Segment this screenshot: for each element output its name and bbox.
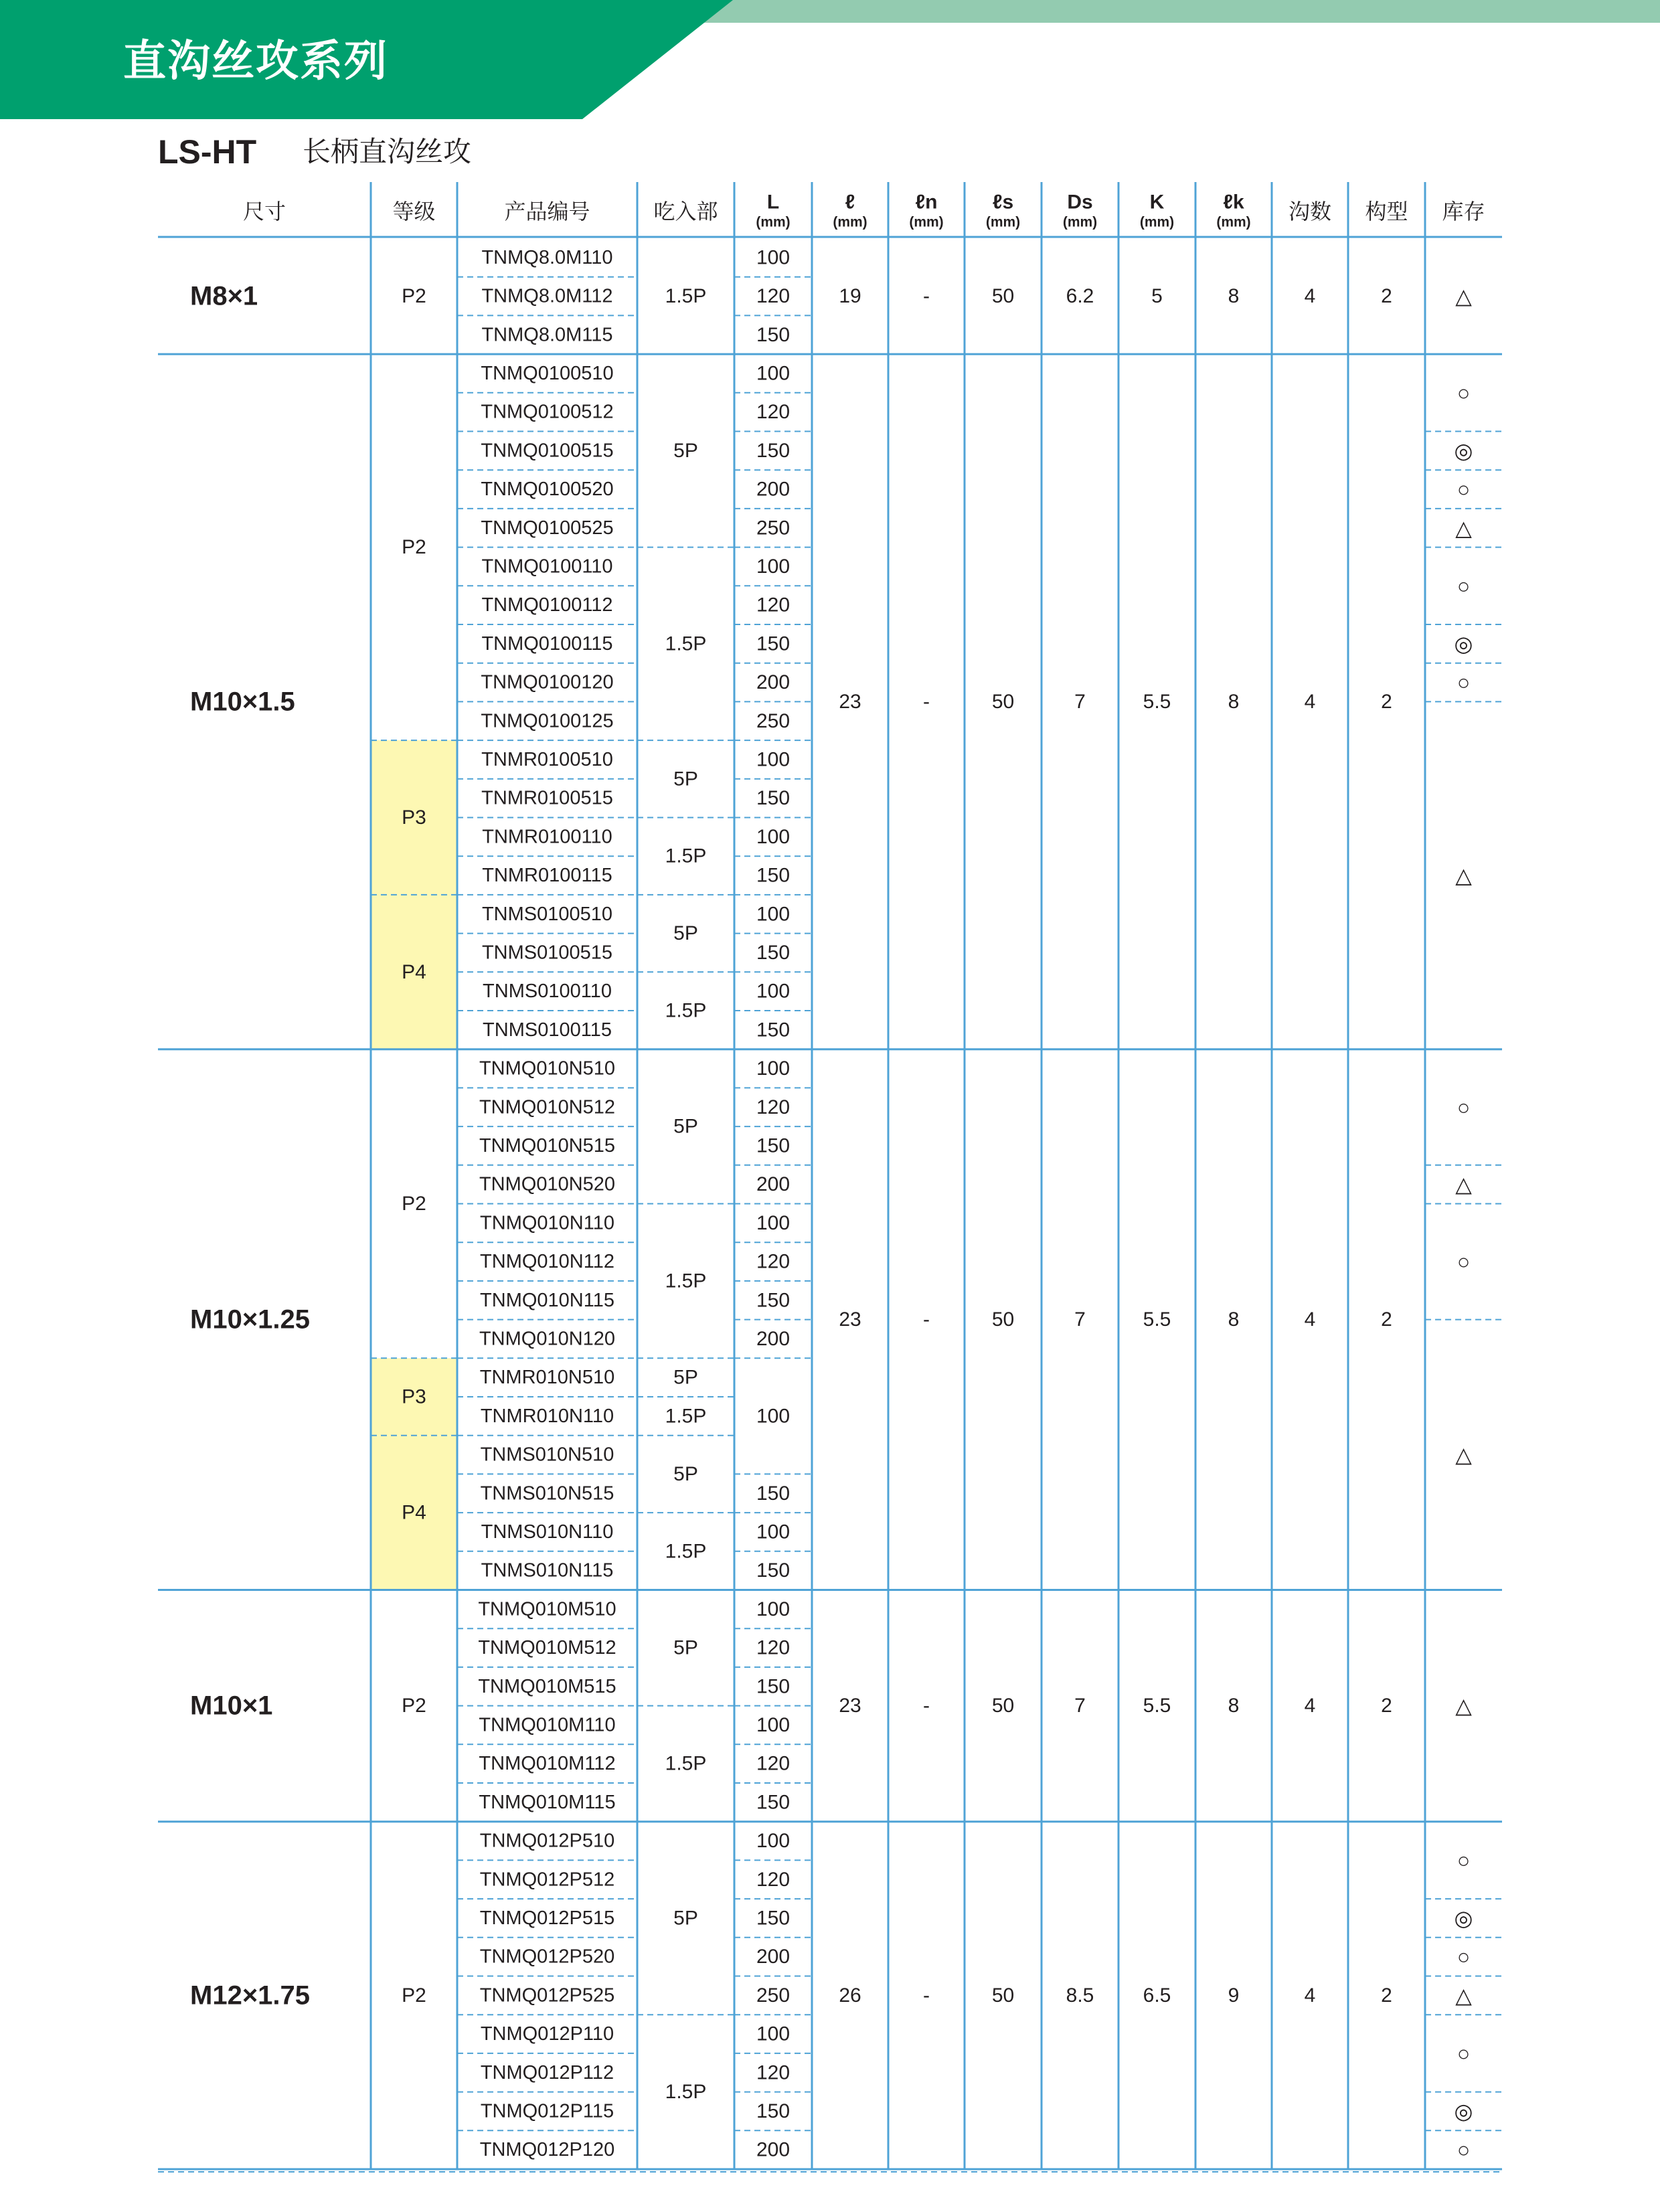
product-code: TNMQ012P510	[479, 1830, 615, 1852]
stock-symbol: ○	[1457, 1095, 1471, 1120]
column-header-ls: ℓs	[992, 191, 1014, 214]
column-header-lk: ℓk	[1223, 191, 1244, 214]
product-code: TNMS0100110	[483, 981, 612, 1003]
product-code: TNMS0100115	[483, 1019, 612, 1041]
grade-label: P4	[402, 960, 426, 983]
grade-label: P3	[402, 1385, 426, 1408]
length-value: 250	[756, 517, 791, 539]
stock-symbol: △	[1455, 1983, 1472, 2008]
chamfer-label: 5P	[673, 768, 698, 790]
length-value: 150	[756, 864, 791, 887]
product-code: TNMQ010N512	[479, 1096, 616, 1118]
product-code: TNMQ012P112	[480, 2061, 614, 2083]
product-code: TNMR0100110	[482, 826, 612, 848]
length-value: 100	[756, 362, 791, 385]
chamfer-label: 1.5P	[665, 1270, 707, 1292]
column-header-code: 产品编号	[504, 199, 590, 224]
length-value: 150	[756, 787, 791, 810]
column-header-stock: 库存	[1442, 199, 1485, 224]
length-value: 100	[756, 980, 791, 1003]
column-header-type: 构型	[1365, 199, 1408, 224]
product-code: TNMQ0100525	[481, 517, 614, 539]
column-header-grade: 等级	[392, 199, 436, 224]
grade-label: P2	[402, 536, 426, 559]
stock-symbol: △	[1455, 1442, 1472, 1467]
stock-symbol: ○	[1457, 477, 1471, 502]
stock-symbol: ◎	[1454, 631, 1473, 656]
column-unit-L: (mm)	[756, 214, 791, 230]
dimension-lk: 8	[1228, 285, 1240, 308]
length-value: 120	[756, 1096, 791, 1118]
length-value: 150	[756, 2100, 791, 2122]
product-code: TNMQ0100520	[481, 479, 614, 501]
length-value: 120	[756, 2061, 791, 2084]
chamfer-label: 1.5P	[665, 1405, 707, 1428]
product-code: TNMQ010M512	[478, 1637, 616, 1659]
dimension-type: 2	[1381, 1695, 1392, 1717]
length-value: 150	[756, 1559, 791, 1582]
series-code: LS-HT	[158, 133, 257, 171]
dimension-flutes: 4	[1304, 1695, 1316, 1717]
dimension-lk: 8	[1228, 1308, 1240, 1331]
product-code: TNMQ0100510	[481, 362, 614, 384]
chamfer-label: 5P	[673, 439, 698, 462]
length-value: 100	[756, 1830, 791, 1853]
column-unit-K: (mm)	[1139, 214, 1175, 230]
dimension-flutes: 4	[1304, 1984, 1316, 2007]
chamfer-label: 5P	[673, 922, 698, 945]
column-header-l: ℓ	[845, 191, 855, 214]
stock-symbol: ○	[1457, 670, 1471, 695]
chamfer-label: 5P	[673, 1462, 698, 1485]
length-value: 200	[756, 671, 791, 694]
product-code: TNMQ0100112	[481, 594, 613, 616]
dimension-ln: -	[923, 1695, 930, 1717]
product-code: TNMQ0100512	[481, 401, 614, 423]
length-value: 100	[756, 1211, 791, 1234]
product-code: TNMR0100510	[481, 748, 613, 770]
column-header-L: L	[766, 191, 780, 214]
length-value: 150	[756, 1482, 791, 1505]
product-code: TNMQ012P525	[479, 1984, 615, 2007]
column-unit-lk: (mm)	[1216, 214, 1251, 230]
product-code: TNMS010N515	[480, 1482, 614, 1505]
product-code: TNMQ010N520	[479, 1173, 616, 1195]
stock-symbol: ○	[1457, 1250, 1471, 1274]
chamfer-label: 1.5P	[665, 632, 707, 655]
column-header-K: K	[1149, 191, 1165, 214]
length-value: 100	[756, 555, 791, 578]
product-code: TNMQ8.0M115	[481, 324, 613, 346]
stock-symbol: ○	[1457, 574, 1471, 598]
page-title: 直沟丝攻系列	[123, 37, 388, 86]
dimension-ln: -	[923, 1308, 930, 1331]
length-value: 150	[756, 1134, 791, 1157]
product-code: TNMQ010N115	[480, 1289, 614, 1311]
grade-label: P4	[402, 1501, 426, 1524]
product-code: TNMS0100515	[481, 942, 613, 964]
length-value: 200	[756, 1173, 791, 1196]
length-value: 120	[756, 1868, 791, 1891]
product-code: TNMQ010M112	[479, 1753, 616, 1775]
dimension-ls: 50	[991, 1308, 1015, 1331]
size-label: M10×1.5	[190, 687, 295, 717]
stock-symbol: ○	[1457, 2041, 1471, 2065]
length-value: 150	[756, 323, 791, 346]
grade-label: P2	[402, 285, 426, 308]
length-value: 100	[756, 2023, 791, 2045]
product-code: TNMQ010N110	[480, 1212, 614, 1234]
dimension-ls: 50	[991, 1695, 1015, 1717]
product-code: TNMQ010N510	[479, 1057, 616, 1080]
column-header-ln: ℓn	[915, 191, 938, 214]
dimension-l: 26	[839, 1984, 861, 2007]
length-value: 120	[756, 594, 791, 616]
length-value: 250	[756, 709, 791, 732]
stock-symbol: ○	[1457, 1848, 1471, 1873]
dimension-K: 5.5	[1143, 1695, 1171, 1717]
column-unit-ln: (mm)	[909, 214, 944, 230]
dimension-lk: 9	[1228, 1984, 1240, 2007]
length-value: 120	[756, 285, 791, 308]
product-code: TNMQ0100125	[481, 710, 614, 732]
product-code: TNMQ0100515	[481, 440, 614, 462]
length-value: 200	[756, 2138, 791, 2161]
size-label: M10×1.25	[190, 1304, 311, 1335]
length-value: 100	[756, 1713, 791, 1736]
product-code: TNMR0100115	[482, 865, 612, 887]
grade-label: P3	[402, 806, 426, 829]
dimension-Ds: 7	[1074, 690, 1086, 713]
length-value: 150	[756, 1907, 791, 1930]
dimension-ln: -	[923, 1984, 930, 2007]
stock-symbol: △	[1455, 515, 1472, 540]
grade-label: P2	[402, 1193, 426, 1215]
dimension-lk: 8	[1228, 690, 1240, 713]
product-code: TNMQ012P520	[479, 1946, 615, 1968]
length-value: 250	[756, 1984, 791, 2007]
length-value: 100	[756, 1405, 791, 1428]
chamfer-label: 5P	[673, 1636, 698, 1659]
product-code: TNMQ012P115	[480, 2100, 614, 2122]
grade-label: P2	[402, 1695, 426, 1717]
length-value: 120	[756, 1752, 791, 1775]
dimension-flutes: 4	[1304, 1308, 1316, 1331]
chamfer-label: 5P	[673, 1907, 698, 1930]
product-code: TNMR010N510	[479, 1367, 615, 1389]
column-header-flutes: 沟数	[1288, 199, 1332, 224]
size-label: M12×1.75	[190, 1980, 311, 2011]
stock-symbol: ○	[1457, 380, 1471, 405]
stock-symbol: △	[1455, 863, 1472, 888]
product-code: TNMQ8.0M110	[481, 246, 613, 268]
dimension-Ds: 6.2	[1066, 285, 1094, 308]
dimension-lk: 8	[1228, 1695, 1240, 1717]
length-value: 150	[756, 439, 791, 462]
dimension-ls: 50	[991, 690, 1015, 713]
dimension-ln: -	[923, 285, 930, 308]
column-header-chamfer: 吃入部	[653, 199, 718, 224]
length-value: 100	[756, 748, 791, 771]
dimension-K: 5.5	[1143, 690, 1171, 713]
chamfer-label: 1.5P	[665, 1540, 707, 1563]
product-code: TNMQ012P110	[480, 2023, 614, 2045]
dimension-l: 23	[839, 1695, 861, 1717]
dimension-flutes: 4	[1304, 285, 1316, 308]
length-value: 100	[756, 246, 791, 269]
series-name: 长柄直沟丝攻	[303, 135, 472, 168]
length-value: 100	[756, 1057, 791, 1080]
length-value: 200	[756, 478, 791, 501]
chamfer-label: 1.5P	[665, 285, 707, 308]
dimension-ls: 50	[991, 1984, 1015, 2007]
length-value: 100	[756, 1598, 791, 1620]
product-code: TNMQ010M510	[478, 1598, 616, 1620]
length-value: 120	[756, 1636, 791, 1659]
chamfer-label: 1.5P	[665, 845, 707, 867]
chamfer-label: 1.5P	[665, 1752, 707, 1775]
product-code: TNMS010N115	[481, 1559, 614, 1582]
dimension-type: 2	[1381, 285, 1392, 308]
product-code: TNMQ010N112	[480, 1251, 614, 1273]
product-code: TNMQ0100115	[481, 632, 613, 655]
stock-symbol: ○	[1457, 1944, 1471, 1969]
length-value: 100	[756, 903, 791, 926]
dimension-l: 19	[839, 285, 861, 308]
length-value: 150	[756, 1675, 791, 1698]
product-code: TNMQ012P512	[479, 1869, 615, 1891]
product-code: TNMQ8.0M112	[481, 285, 613, 307]
product-code: TNMQ012P120	[479, 2139, 615, 2161]
stock-symbol: ◎	[1454, 1905, 1473, 1930]
chamfer-label: 5P	[673, 1115, 698, 1138]
column-unit-l: (mm)	[833, 214, 867, 230]
length-value: 100	[756, 825, 791, 848]
dimension-type: 2	[1381, 690, 1392, 713]
column-header-size: 尺寸	[242, 199, 286, 224]
product-code: TNMQ010M115	[479, 1791, 616, 1813]
stock-symbol: △	[1455, 284, 1472, 309]
dimension-Ds: 7	[1074, 1695, 1086, 1717]
column-unit-Ds: (mm)	[1062, 214, 1098, 230]
dimension-flutes: 4	[1304, 690, 1316, 713]
length-value: 150	[756, 1019, 791, 1041]
length-value: 200	[756, 1327, 791, 1350]
product-code: TNMQ010N120	[479, 1328, 616, 1350]
dimension-K: 5	[1151, 285, 1163, 308]
product-code: TNMQ010N515	[479, 1134, 616, 1157]
product-code: TNMS010N110	[481, 1521, 614, 1543]
length-value: 120	[756, 1250, 791, 1273]
dimension-l: 23	[839, 690, 861, 713]
dimension-type: 2	[1381, 1308, 1392, 1331]
length-value: 100	[756, 1521, 791, 1543]
product-code: TNMR010N110	[480, 1405, 614, 1427]
length-value: 150	[756, 632, 791, 655]
dimension-Ds: 8.5	[1066, 1984, 1094, 2007]
grade-label: P2	[402, 1984, 426, 2007]
stock-symbol: ◎	[1454, 438, 1473, 463]
product-code: TNMQ012P515	[479, 1907, 615, 1929]
dimension-K: 5.5	[1143, 1308, 1171, 1331]
product-code: TNMQ010M515	[478, 1675, 616, 1697]
product-code: TNMQ0100120	[481, 671, 614, 693]
chamfer-label: 1.5P	[665, 999, 707, 1022]
column-unit-ls: (mm)	[985, 214, 1021, 230]
size-label: M10×1	[190, 1691, 273, 1721]
stock-symbol: △	[1455, 1693, 1472, 1718]
length-value: 150	[756, 1791, 791, 1814]
stock-symbol: ◎	[1454, 2099, 1473, 2124]
product-code: TNMR0100515	[481, 787, 613, 809]
product-code: TNMQ0100110	[481, 556, 613, 578]
chamfer-label: 1.5P	[665, 2081, 707, 2104]
length-value: 200	[756, 1946, 791, 1968]
column-header-Ds: Ds	[1067, 191, 1093, 214]
dimension-Ds: 7	[1074, 1308, 1086, 1331]
dimension-K: 6.5	[1143, 1984, 1171, 2007]
stock-symbol: △	[1455, 1172, 1472, 1197]
dimension-ls: 50	[991, 285, 1015, 308]
dimension-ln: -	[923, 690, 930, 713]
length-value: 150	[756, 941, 791, 964]
dimension-type: 2	[1381, 1984, 1392, 2007]
size-label: M8×1	[190, 281, 258, 311]
product-code: TNMS0100510	[481, 903, 613, 925]
product-code: TNMQ010M110	[479, 1714, 616, 1736]
length-value: 150	[756, 1289, 791, 1312]
length-value: 120	[756, 401, 791, 424]
chamfer-label: 5P	[673, 1366, 698, 1389]
product-code: TNMS010N510	[480, 1444, 614, 1466]
stock-symbol: ○	[1457, 2138, 1471, 2162]
dimension-l: 23	[839, 1308, 861, 1331]
